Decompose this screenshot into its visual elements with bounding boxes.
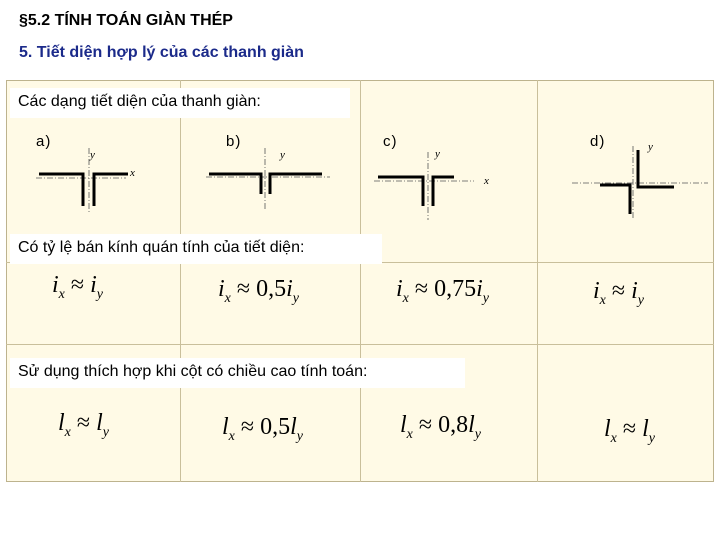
length-formula-a: $l_x \approx l_y$ <box>58 410 109 440</box>
column-divider <box>180 80 181 482</box>
section-figure-a <box>34 140 154 220</box>
length-formula-c: $l_x \approx 0,8l_y$ <box>400 412 481 442</box>
shape-label-b: b) <box>226 133 242 150</box>
axis-label-y: y <box>90 149 95 161</box>
axis-label-y: y <box>280 149 285 161</box>
section-heading-shapes: Các dạng tiết diện của thanh giàn: <box>10 88 350 118</box>
radius-formula-c: $i_x \approx 0,75i_y$ <box>396 276 489 306</box>
page-title: §5.2 TÍNH TOÁN GIÀN THÉP <box>19 12 233 29</box>
section-heading-radius: Có tỷ lệ bán kính quán tính của tiết diện: <box>10 234 382 264</box>
page-subtitle: 5. Tiết diện hợp lý của các thanh giàn <box>19 44 304 61</box>
axis-label-x: x <box>130 167 135 179</box>
axis-label-x: x <box>484 175 489 187</box>
shape-label-c: c) <box>383 133 398 150</box>
column-divider <box>537 80 538 482</box>
section-figure-b <box>206 140 336 212</box>
shape-label-a: a) <box>36 133 52 150</box>
axis-label-y: y <box>435 148 440 160</box>
row-divider <box>6 344 714 345</box>
axis-label-y: y <box>648 141 653 153</box>
radius-formula-a: $i_x \approx i_y$ <box>52 272 103 302</box>
shape-label-d: d) <box>590 133 606 150</box>
section-figure-d <box>568 140 710 222</box>
length-formula-b: $l_x \approx 0,5l_y$ <box>222 414 303 444</box>
section-figure-c <box>374 144 504 224</box>
section-heading-usage: Sử dụng thích hợp khi cột có chiều cao tính toán: <box>10 358 465 388</box>
radius-formula-d: $i_x \approx i_y$ <box>593 278 644 308</box>
length-formula-d: $l_x \approx l_y$ <box>604 416 655 446</box>
column-divider <box>360 80 361 482</box>
radius-formula-b: $i_x \approx 0,5i_y$ <box>218 276 299 306</box>
